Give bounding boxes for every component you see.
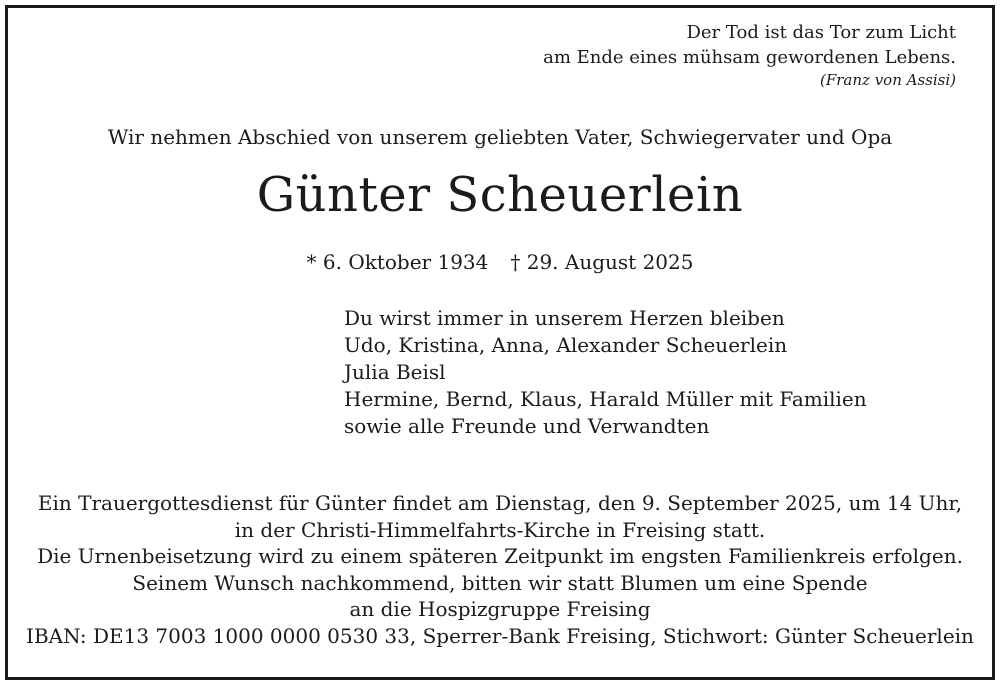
mourner-line: sowie alle Freunde und Verwandten	[344, 414, 710, 438]
service-line: an die Hospizgruppe Freising	[349, 597, 651, 621]
service-line: in der Christi-Himmelfahrts-Kirche in Freising statt.	[234, 517, 766, 542]
quote-block	[543, 20, 956, 90]
life-dates	[0, 248, 1000, 276]
service-line: Die Urnenbeisetzung wird zu einem späteren Zeitpunkt im engsten Familienkreis erfolgen.	[37, 544, 963, 568]
service-info	[0, 490, 1000, 649]
mourner-line: Hermine, Bernd, Klaus, Harald Müller mit Familien	[344, 387, 867, 411]
quote-line: am Ende eines mühsam gewordenen Lebens.	[543, 47, 956, 68]
service-line: Ein Trauergottesdienst für Günter findet am Dienstag, den 9. September 2025, um 14 Uhr,	[37, 491, 963, 515]
mourner-line: Du wirst immer in unserem Herzen bleiben	[344, 306, 785, 330]
intro-text: Wir nehmen Abschied von unserem geliebten Vater, Schwiegervater und Opa	[107, 125, 893, 149]
birth-date: * 6. Oktober 1934	[306, 250, 489, 274]
donation-iban-line: IBAN: DE13 7003 1000 0000 0530 33, Sperrer-Bank Freising, Stichwort: Günter Scheuerlein	[26, 623, 974, 648]
mourners-block	[344, 305, 867, 440]
quote-line: Der Tod ist das Tor zum Licht	[686, 22, 956, 43]
death-date: † 29. August 2025	[510, 250, 694, 274]
quote-author: (Franz von Assisi)	[819, 71, 956, 89]
mourner-line: Julia Beisl	[344, 360, 446, 384]
service-line: Seinem Wunsch nachkommend, bitten wir statt Blumen um eine Spende	[132, 570, 868, 595]
deceased-name: Günter Scheuerlein	[256, 167, 744, 223]
mourner-line: Udo, Kristina, Anna, Alexander Scheuerlein	[344, 333, 788, 357]
